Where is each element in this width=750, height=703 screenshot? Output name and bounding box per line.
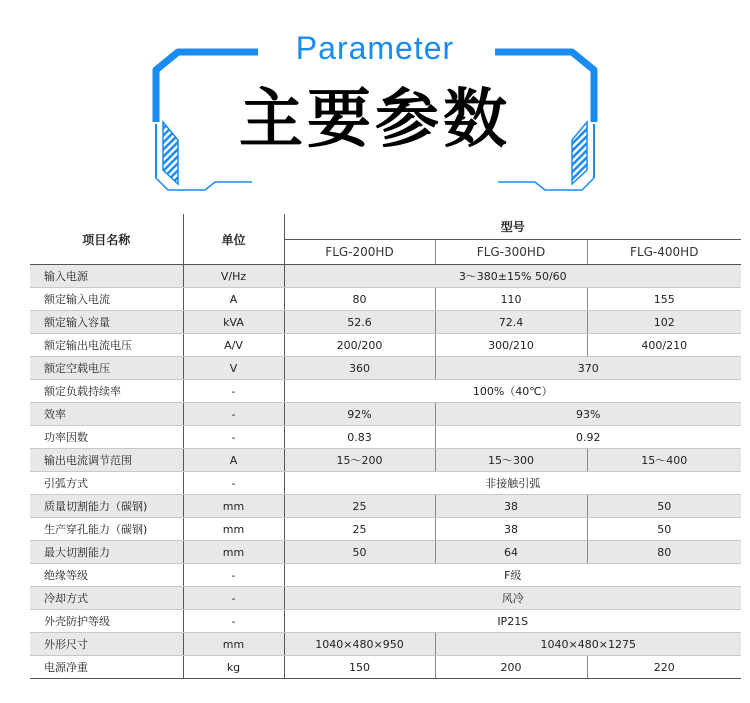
column-header-unit: 单位 — [183, 214, 284, 265]
unit-cell: mm — [183, 495, 284, 518]
parameter-name-cell: 额定负载持续率 — [30, 380, 183, 403]
unit-cell: A/V — [183, 334, 284, 357]
value-cell: 400/210 — [587, 334, 741, 357]
value-cell: 非接触引弧 — [284, 472, 741, 495]
table-body — [30, 265, 741, 679]
table-row — [30, 564, 741, 587]
table-row — [30, 357, 741, 380]
value-cell: 25 — [284, 518, 435, 541]
unit-cell: V/Hz — [183, 265, 284, 288]
table-row — [30, 449, 741, 472]
value-cell: 15～400 — [587, 449, 741, 472]
parameter-name-cell: 绝缘等级 — [30, 564, 183, 587]
value-cell: 93% — [435, 403, 741, 426]
parameter-name-cell: 外形尺寸 — [30, 633, 183, 656]
parameter-name-cell: 冷却方式 — [30, 587, 183, 610]
value-cell: 220 — [587, 656, 741, 679]
model-header: FLG-300HD — [435, 240, 587, 265]
table-row — [30, 380, 741, 403]
unit-cell: V — [183, 357, 284, 380]
value-cell: 92% — [284, 403, 435, 426]
value-cell: 200 — [435, 656, 587, 679]
value-cell: 64 — [435, 541, 587, 564]
parameter-name-cell: 质量切割能力（碳钢) — [30, 495, 183, 518]
table-row — [30, 518, 741, 541]
unit-cell: - — [183, 403, 284, 426]
value-cell: 80 — [587, 541, 741, 564]
value-cell: 3～380±15% 50/60 — [284, 265, 741, 288]
value-cell: 360 — [284, 357, 435, 380]
value-cell: 72.4 — [435, 311, 587, 334]
value-cell: 150 — [284, 656, 435, 679]
unit-cell: - — [183, 426, 284, 449]
table-row — [30, 426, 741, 449]
value-cell: 15～200 — [284, 449, 435, 472]
model-header: FLG-200HD — [284, 240, 435, 265]
value-cell: 370 — [435, 357, 741, 380]
column-header-model: 型号 — [284, 214, 741, 240]
value-cell: 80 — [284, 288, 435, 311]
parameter-name-cell: 额定输入电流 — [30, 288, 183, 311]
page-title: 主要参数 — [239, 83, 511, 157]
header-subtitle: Parameter — [295, 30, 455, 66]
value-cell: 100%（40℃） — [284, 380, 741, 403]
parameter-table-container — [30, 214, 741, 679]
table-row — [30, 587, 741, 610]
table-row — [30, 334, 741, 357]
parameter-name-cell: 额定输入容量 — [30, 311, 183, 334]
value-cell: F级 — [284, 564, 741, 587]
table-row — [30, 472, 741, 495]
unit-cell: mm — [183, 518, 284, 541]
value-cell: 110 — [435, 288, 587, 311]
parameter-name-cell: 引弧方式 — [30, 472, 183, 495]
parameter-name-cell: 额定空载电压 — [30, 357, 183, 380]
table-row — [30, 403, 741, 426]
value-cell: 15～300 — [435, 449, 587, 472]
value-cell: 25 — [284, 495, 435, 518]
table-row — [30, 633, 741, 656]
value-cell: 38 — [435, 495, 587, 518]
table-row — [30, 495, 741, 518]
table-row — [30, 311, 741, 334]
unit-cell: A — [183, 449, 284, 472]
table-row — [30, 610, 741, 633]
value-cell: 1040×480×950 — [284, 633, 435, 656]
table-row — [30, 656, 741, 679]
unit-cell: A — [183, 288, 284, 311]
value-cell: 50 — [587, 495, 741, 518]
parameter-name-cell: 输出电流调节范围 — [30, 449, 183, 472]
parameter-name-cell: 功率因数 — [30, 426, 183, 449]
unit-cell: - — [183, 610, 284, 633]
value-cell: IP21S — [284, 610, 741, 633]
value-cell: 38 — [435, 518, 587, 541]
unit-cell: mm — [183, 633, 284, 656]
value-cell: 1040×480×1275 — [435, 633, 741, 656]
value-cell: 50 — [587, 518, 741, 541]
unit-cell: kVA — [183, 311, 284, 334]
unit-cell: - — [183, 587, 284, 610]
parameter-name-cell: 输入电源 — [30, 265, 183, 288]
value-cell: 200/200 — [284, 334, 435, 357]
value-cell: 52.6 — [284, 311, 435, 334]
unit-cell: - — [183, 472, 284, 495]
column-header-name: 项目名称 — [30, 214, 183, 265]
unit-cell: - — [183, 380, 284, 403]
value-cell: 50 — [284, 541, 435, 564]
parameter-table — [30, 214, 741, 679]
table-row — [30, 541, 741, 564]
unit-cell: - — [183, 564, 284, 587]
parameter-name-cell: 电源净重 — [30, 656, 183, 679]
parameter-name-cell: 额定输出电流电压 — [30, 334, 183, 357]
value-cell: 0.92 — [435, 426, 741, 449]
model-header: FLG-400HD — [587, 240, 741, 265]
table-row — [30, 288, 741, 311]
value-cell: 风冷 — [284, 587, 741, 610]
header — [0, 0, 750, 200]
value-cell: 102 — [587, 311, 741, 334]
unit-cell: mm — [183, 541, 284, 564]
unit-cell: kg — [183, 656, 284, 679]
value-cell: 300/210 — [435, 334, 587, 357]
table-row — [30, 265, 741, 288]
value-cell: 0.83 — [284, 426, 435, 449]
parameter-name-cell: 生产穿孔能力（碳钢) — [30, 518, 183, 541]
value-cell: 155 — [587, 288, 741, 311]
parameter-name-cell: 外壳防护等级 — [30, 610, 183, 633]
parameter-name-cell: 最大切割能力 — [30, 541, 183, 564]
parameter-name-cell: 效率 — [30, 403, 183, 426]
